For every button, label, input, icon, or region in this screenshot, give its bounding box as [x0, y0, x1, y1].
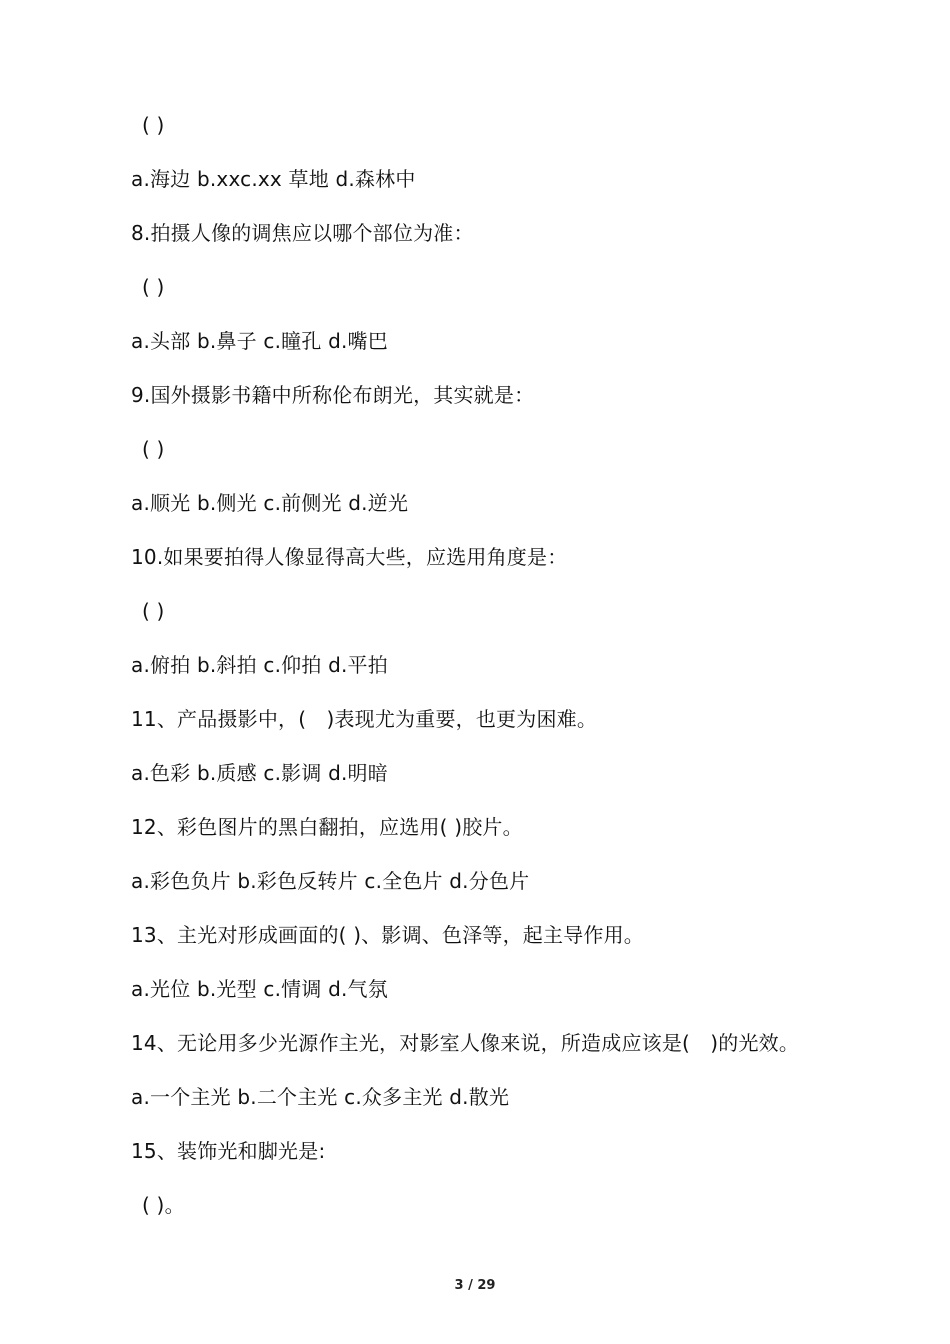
question-10: 10.如果要拍得人像显得高大些，应选用角度是： [131, 545, 568, 569]
page-number: 3 / 29 [454, 1278, 496, 1293]
question-14: 14、无论用多少光源作主光，对影室人像来说，所造成应该是( )的光效。 [131, 1031, 800, 1055]
question-13: 13、主光对形成画面的( )、影调、色泽等，起主导作用。 [131, 923, 645, 947]
options-13: a.光位 b.光型 c.情调 d.气氛 [131, 977, 388, 1001]
options-11: a.色彩 b.质感 c.影调 d.明暗 [131, 761, 388, 785]
options-10: a.俯拍 b.斜拍 c.仰拍 d.平拍 [131, 653, 388, 677]
options-12: a.彩色负片 b.彩色反转片 c.全色片 d.分色片 [131, 869, 530, 893]
question-9: 9.国外摄影书籍中所称伦布朗光，其实就是： [131, 383, 535, 407]
question-8: 8.拍摄人像的调焦应以哪个部位为准： [131, 221, 474, 245]
question-11: 11、产品摄影中，( )表现尤为重要，也更为困难。 [131, 707, 598, 731]
options-8: a.头部 b.鼻子 c.瞳孔 d.嘴巴 [131, 329, 388, 353]
options-9: a.顺光 b.侧光 c.前侧光 d.逆光 [131, 491, 409, 515]
answer-blank-8: ( ) [142, 275, 165, 299]
question-12: 12、彩色图片的黑白翻拍，应选用( )胶片。 [131, 815, 523, 839]
answer-blank-9: ( ) [142, 437, 165, 461]
options-14: a.一个主光 b.二个主光 c.众多主光 d.散光 [131, 1085, 510, 1109]
answer-blank-7: ( ) [142, 113, 165, 137]
options-7: a.海边 b.xxc.xx 草地 d.森林中 [131, 167, 416, 191]
question-15: 15、装饰光和脚光是: [131, 1139, 326, 1163]
answer-blank-15: ( )。 [142, 1193, 185, 1217]
answer-blank-10: ( ) [142, 599, 165, 623]
